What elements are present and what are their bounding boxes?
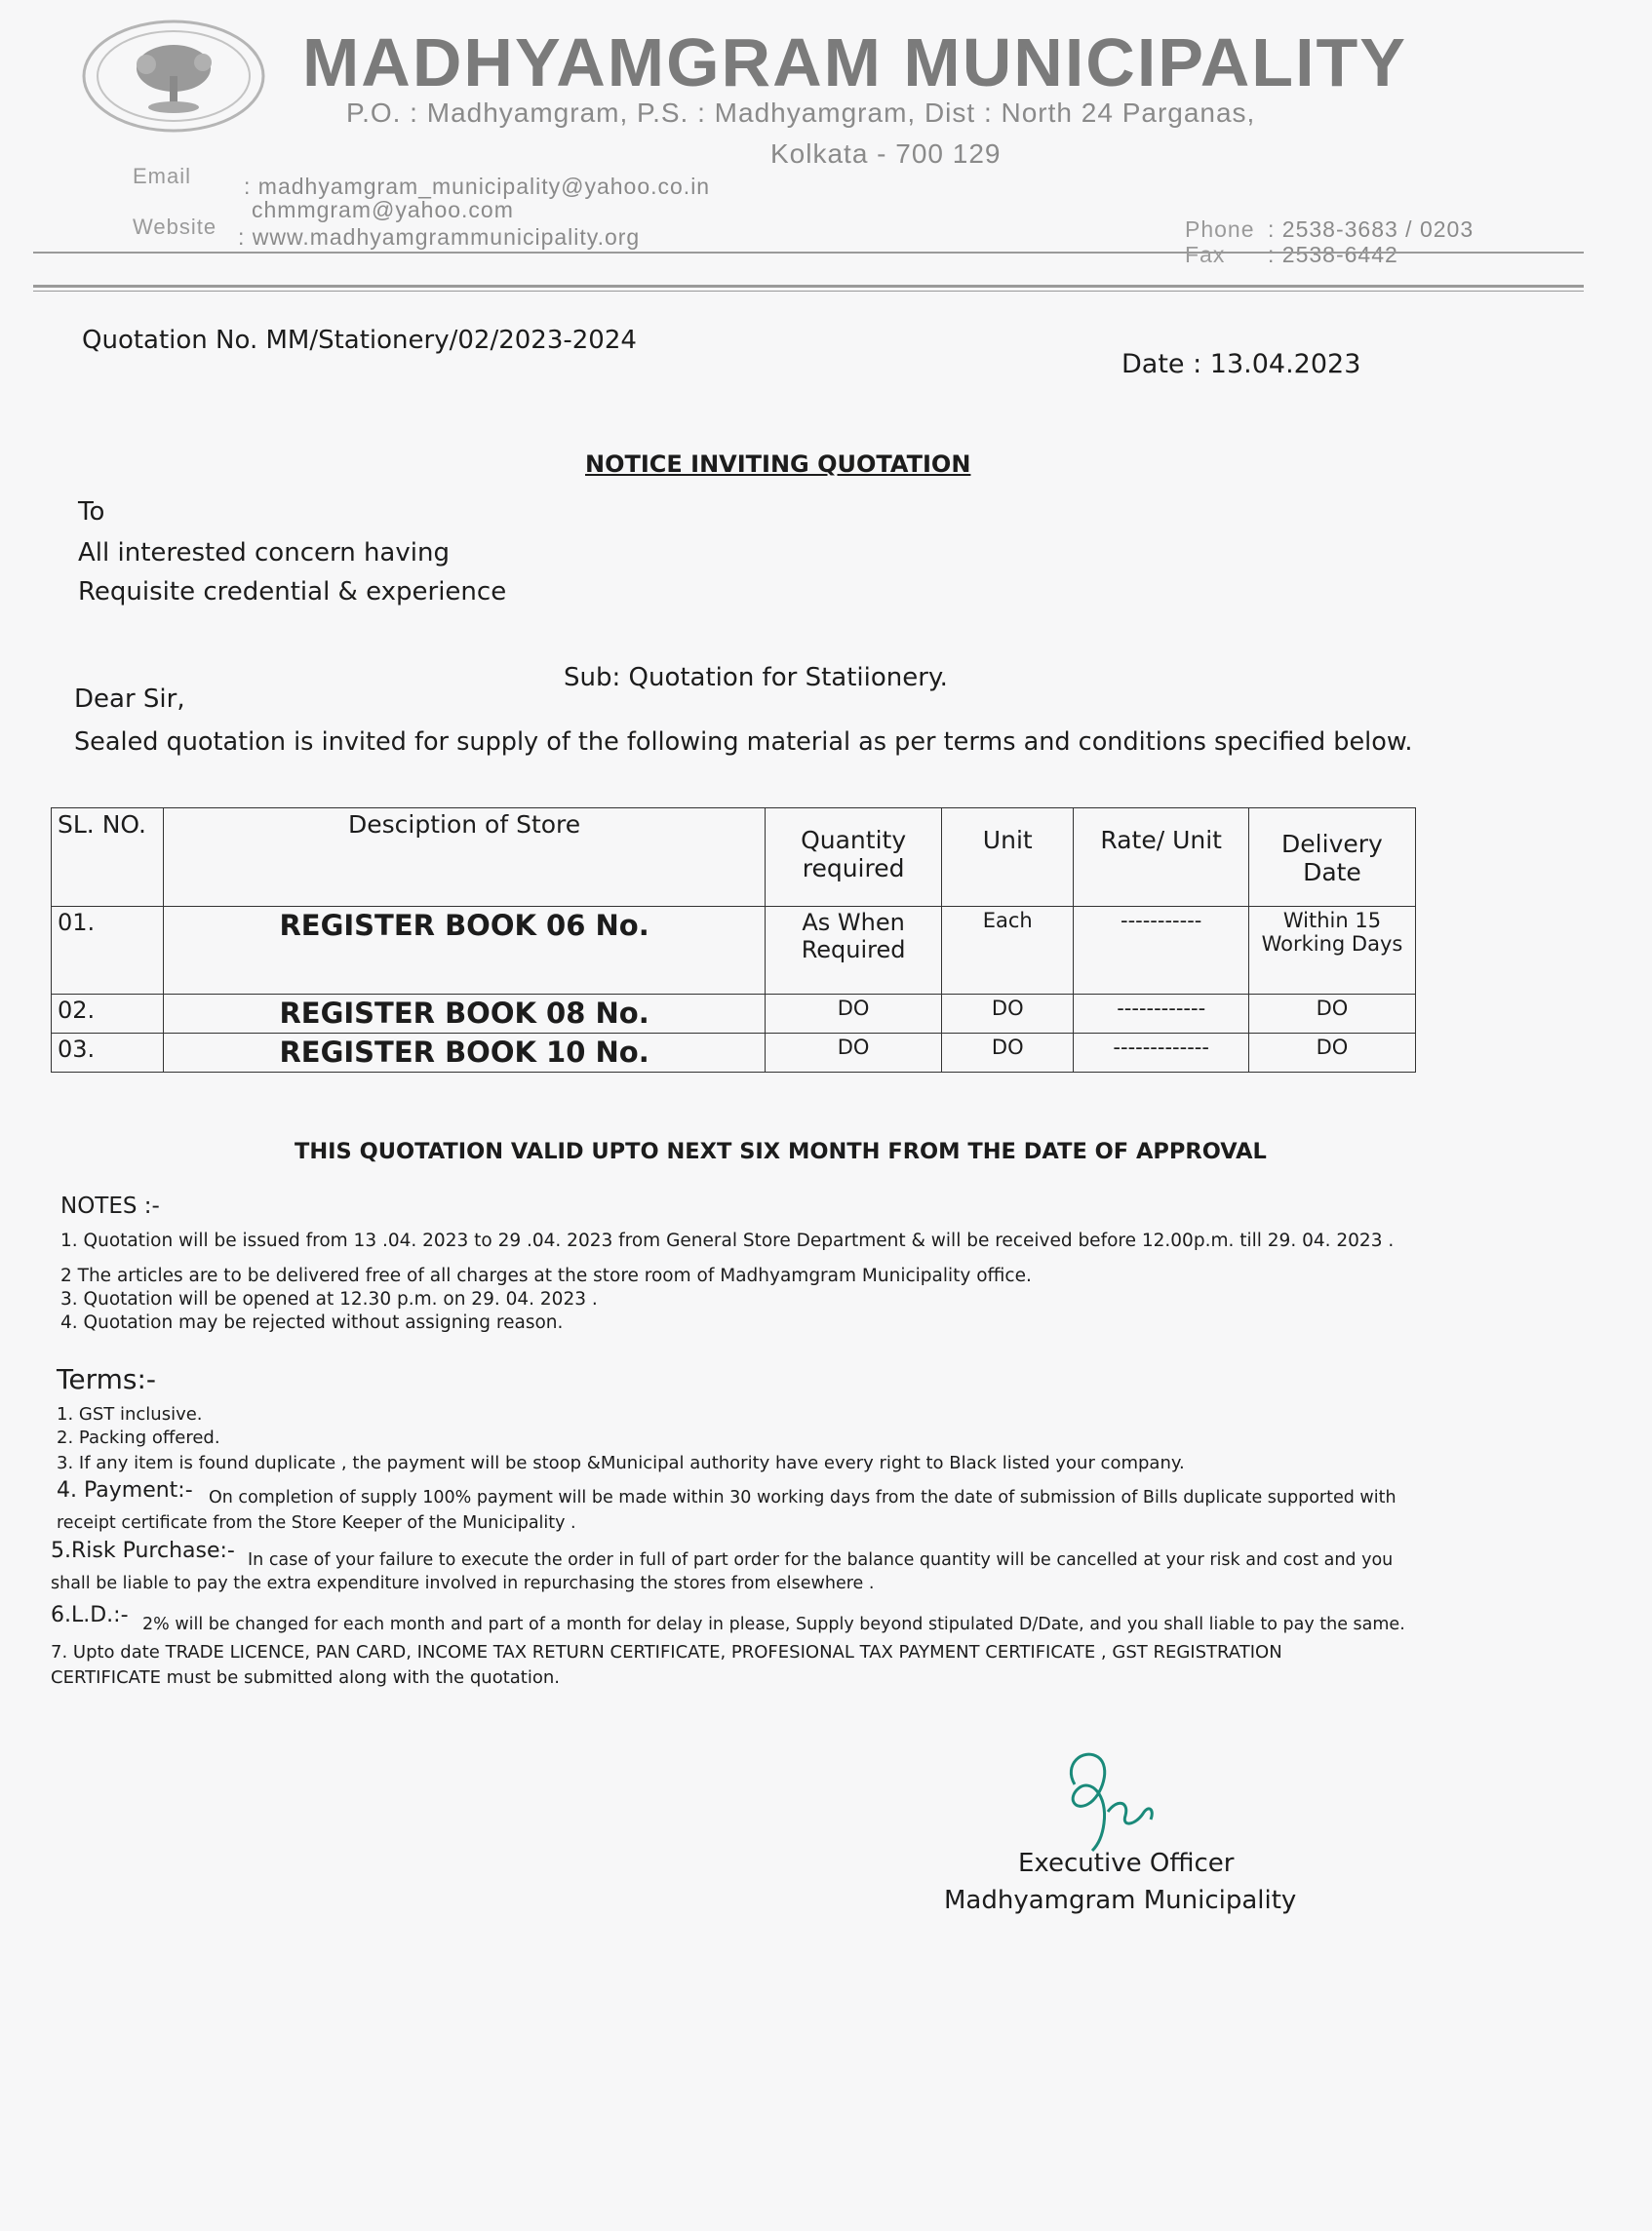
term-item: In case of your failure to execute the order in full of part order for the balance quantity will be cancelled at your risk and cost and you xyxy=(248,1550,1394,1570)
fax-value: : 2538-6442 xyxy=(1268,242,1398,267)
intro-paragraph: Sealed quotation is invited for supply of the following material as per terms and conditions specified below. xyxy=(74,727,1413,757)
term-item: CERTIFICATE must be submitted along with the quotation. xyxy=(51,1667,560,1688)
row-delivery: DO xyxy=(1248,995,1415,1034)
header-sl-no: SL. NO. xyxy=(52,808,164,907)
term-item: 2. Packing offered. xyxy=(57,1428,220,1448)
table-header-row xyxy=(52,808,1416,907)
term-item: 1. GST inclusive. xyxy=(57,1404,203,1425)
term-label: 6.L.D.:- xyxy=(51,1603,129,1627)
term-item: 3. If any item is found duplicate , the payment will be stoop &Municipal authority have every right to Black listed your company. xyxy=(57,1453,1185,1473)
website-label: Website xyxy=(133,215,217,239)
row-sl: 03. xyxy=(52,1034,164,1073)
letterhead-address-city: Kolkata - 700 129 xyxy=(770,138,1002,169)
row-delivery: DO xyxy=(1248,1034,1415,1073)
row-delivery: Within 15 Working Days xyxy=(1248,907,1415,995)
addressee-line-1: All interested concern having xyxy=(78,538,450,568)
row-rate: ------------ xyxy=(1074,995,1248,1034)
row-description: REGISTER BOOK 06 No. xyxy=(163,907,765,995)
header-rate: Rate/ Unit xyxy=(1074,808,1248,907)
term-label: 5.Risk Purchase:- xyxy=(51,1539,235,1563)
notice-date: Date : 13.04.2023 xyxy=(1121,349,1361,379)
term-item: 2% will be changed for each month and part of a month for delay in please, Supply beyond stipulated D/Date, and you shall liable to pay the same. xyxy=(142,1615,1405,1634)
salutation: Dear Sir, xyxy=(74,685,185,714)
note-item: 4. Quotation may be rejected without assigning reason. xyxy=(60,1312,564,1333)
letterhead-divider xyxy=(33,252,1584,254)
phone-value: : 2538-3683 / 0203 xyxy=(1268,216,1475,242)
row-unit: DO xyxy=(942,995,1074,1034)
website-value: : www.madhyamgrammunicipality.org xyxy=(238,224,641,250)
terms-heading: Terms:- xyxy=(57,1363,156,1395)
note-item: 3. Quotation will be opened at 12.30 p.m. on 29. 04. 2023 . xyxy=(60,1289,598,1310)
notes-heading: NOTES :- xyxy=(60,1194,160,1219)
row-unit: DO xyxy=(942,1034,1074,1073)
term-item: On completion of supply 100% payment will be made within 30 working days from the date of submission of Bills duplicate supported with xyxy=(209,1488,1396,1507)
row-quantity: DO xyxy=(766,1034,942,1073)
email-value: : madhyamgram_municipality@yahoo.co.in xyxy=(244,174,711,199)
row-rate: ----------- xyxy=(1074,907,1248,995)
row-unit: Each xyxy=(942,907,1074,995)
email-label: Email xyxy=(133,164,192,188)
signoff-office: Madhyamgram Municipality xyxy=(944,1886,1297,1915)
note-item: 1. Quotation will be issued from 13 .04. 2023 to 29 .04. 2023 from General Store Department & will be received before 12.00p.m. till 29. 04. 2023 . xyxy=(60,1231,1395,1251)
fax-label: Fax xyxy=(1185,242,1226,267)
row-sl: 01. xyxy=(52,907,164,995)
quotation-number: Quotation No. MM/Stationery/02/2023-2024 xyxy=(82,326,637,355)
term-item: receipt certificate from the Store Keeper of the Municipality . xyxy=(57,1513,576,1533)
row-sl: 02. xyxy=(52,995,164,1034)
validity-statement: THIS QUOTATION VALID UPTO NEXT SIX MONTH FROM THE DATE OF APPROVAL xyxy=(295,1139,1267,1164)
addressee-line-2: Requisite credential & experience xyxy=(78,577,507,607)
subject-line: Sub: Quotation for Statiionery. xyxy=(564,663,948,692)
header-quantity: Quantity required xyxy=(766,808,942,907)
letterhead-title: MADHYAMGRAM MUNICIPALITY xyxy=(302,24,1407,100)
store-items-table xyxy=(51,807,1416,1073)
header-unit: Unit xyxy=(942,808,1074,907)
row-quantity: DO xyxy=(766,995,942,1034)
signature-icon xyxy=(1053,1745,1170,1853)
header-description: Desciption of Store xyxy=(163,808,765,907)
letterhead-divider-3 xyxy=(33,291,1584,292)
row-quantity: As When Required xyxy=(766,907,942,995)
row-description: REGISTER BOOK 10 No. xyxy=(163,1034,765,1073)
row-description: REGISTER BOOK 08 No. xyxy=(163,995,765,1034)
table-row xyxy=(52,995,1416,1034)
notice-heading: NOTICE INVITING QUOTATION xyxy=(585,450,971,478)
note-item: 2 The articles are to be delivered free of all charges at the store room of Madhyamgram Municipality office. xyxy=(60,1266,1032,1286)
letterhead-address: P.O. : Madhyamgram, P.S. : Madhyamgram, Dist : North 24 Parganas, xyxy=(346,98,1256,128)
letterhead-divider-2 xyxy=(33,285,1584,288)
to-line: To xyxy=(78,497,105,527)
municipality-logo-icon xyxy=(78,18,269,135)
row-rate: ------------- xyxy=(1074,1034,1248,1073)
table-row xyxy=(52,907,1416,995)
term-label: 4. Payment:- xyxy=(57,1478,193,1503)
term-item: shall be liable to pay the extra expenditure involved in repurchasing the stores from elsewhere . xyxy=(51,1574,875,1593)
phone-label: Phone xyxy=(1185,216,1255,242)
email-value-2: chmmgram@yahoo.com xyxy=(252,197,514,222)
signoff-designation: Executive Officer xyxy=(1018,1849,1235,1878)
header-delivery: Delivery Date xyxy=(1248,808,1415,907)
table-row xyxy=(52,1034,1416,1073)
term-item: 7. Upto date TRADE LICENCE, PAN CARD, INCOME TAX RETURN CERTIFICATE, PROFESIONAL TAX PAYMENT CERTIFICATE , GST REGISTRATION xyxy=(51,1642,1282,1663)
